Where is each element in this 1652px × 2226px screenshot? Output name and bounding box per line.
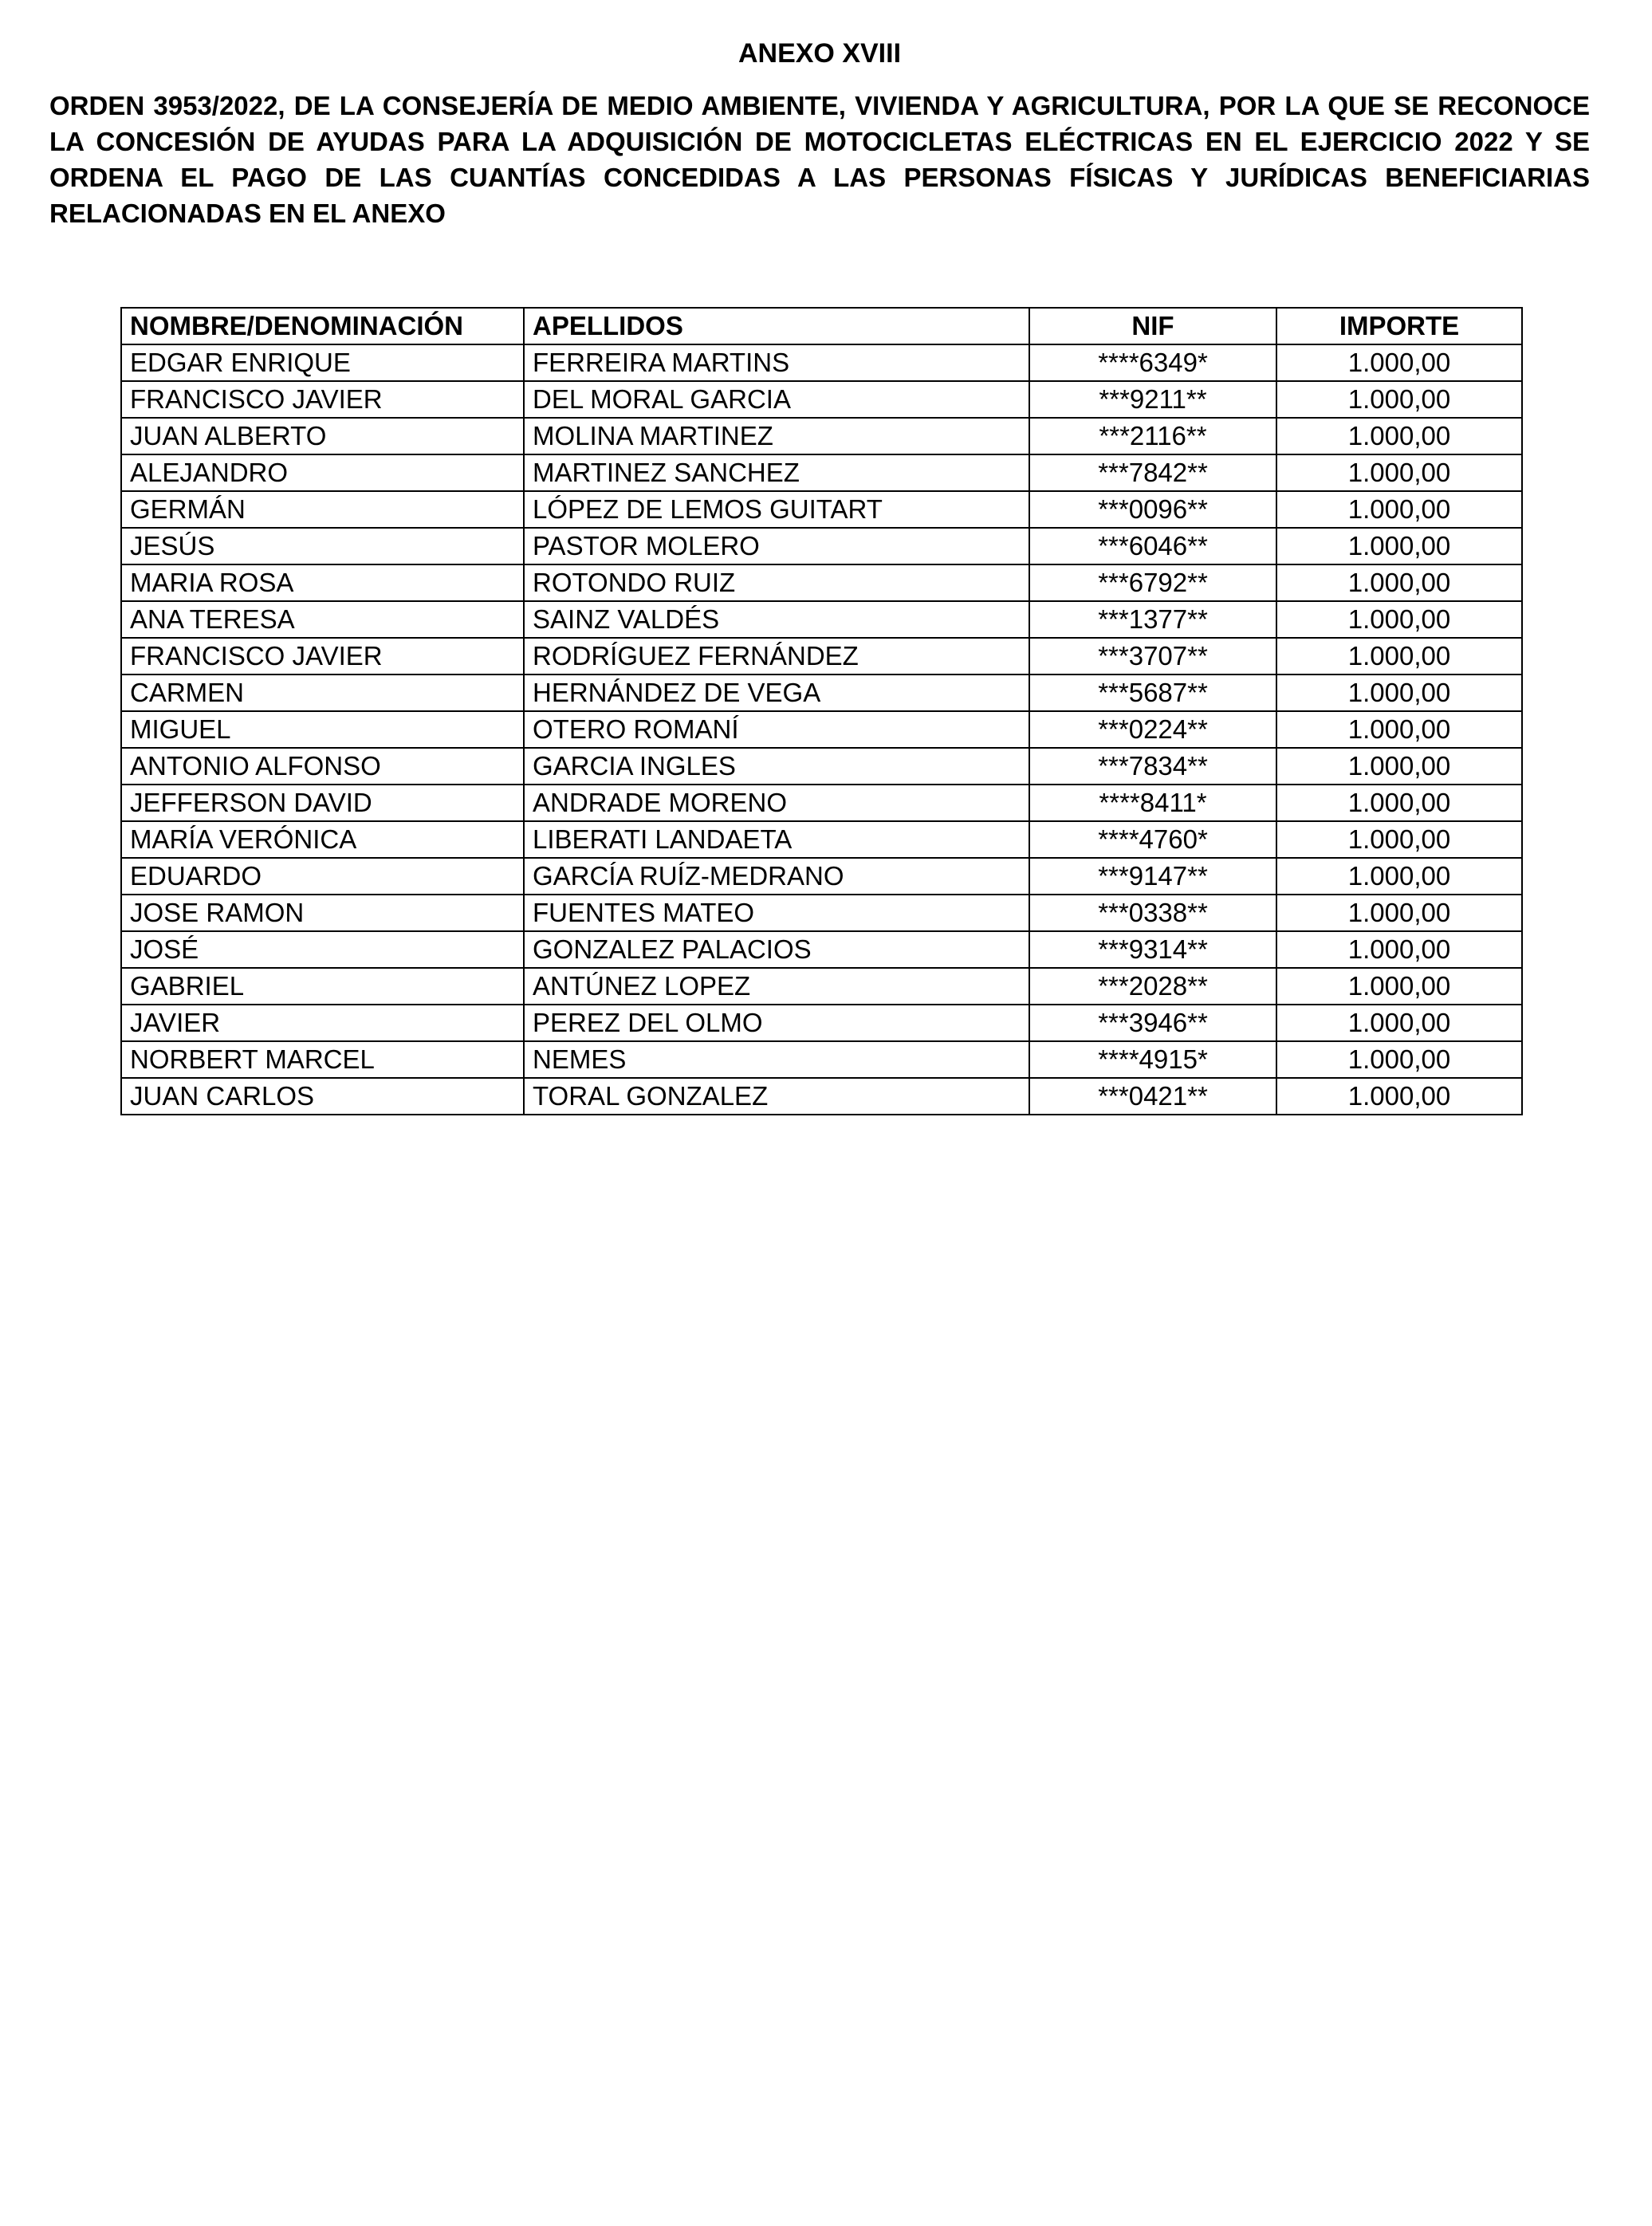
table-row: [121, 968, 1522, 1005]
cell-apellidos: MOLINA MARTINEZ: [524, 418, 1029, 454]
cell-nombre: FRANCISCO JAVIER: [121, 381, 524, 418]
cell-nombre: NORBERT MARCEL: [121, 1041, 524, 1078]
cell-nombre: JEFFERSON DAVID: [121, 785, 524, 821]
cell-nombre: JOSE RAMON: [121, 895, 524, 931]
cell-nif: ***2028**: [1029, 968, 1276, 1005]
table-row: [121, 821, 1522, 858]
table-row: [121, 1041, 1522, 1078]
table-row: [121, 674, 1522, 711]
header-nombre: NOMBRE/DENOMINACIÓN: [121, 308, 524, 344]
cell-importe: 1.000,00: [1276, 895, 1522, 931]
cell-nif: ***0224**: [1029, 711, 1276, 748]
cell-nombre: FRANCISCO JAVIER: [121, 638, 524, 674]
table-row: [121, 564, 1522, 601]
cell-apellidos: TORAL GONZALEZ: [524, 1078, 1029, 1115]
table-row: [121, 1078, 1522, 1115]
cell-importe: 1.000,00: [1276, 1041, 1522, 1078]
header-nif: NIF: [1029, 308, 1276, 344]
cell-importe: 1.000,00: [1276, 931, 1522, 968]
cell-nif: ***0421**: [1029, 1078, 1276, 1115]
cell-nif: ****4915*: [1029, 1041, 1276, 1078]
cell-nombre: ALEJANDRO: [121, 454, 524, 491]
table-header: [121, 308, 1522, 344]
cell-nombre: CARMEN: [121, 674, 524, 711]
cell-importe: 1.000,00: [1276, 1005, 1522, 1041]
order-paragraph: ORDEN 3953/2022, DE LA CONSEJERÍA DE MEDIO AMBIENTE, VIVIENDA Y AGRICULTURA, POR LA QUE SE RECONOCE LA CONCESIÓN DE AYUDAS PARA LA ADQUISICIÓN DE MOTOCICLETAS ELÉCTRICAS EN EL EJERCICIO 2022 Y SE ORDENA EL PAGO DE LAS CUANTÍAS CONCEDIDAS A LAS PERSONAS FÍSICAS Y JURÍDICAS BENEFICIARIAS RELACIONADAS EN EL ANEXO: [49, 91, 1590, 228]
table-row: [121, 344, 1522, 381]
cell-nif: ***9314**: [1029, 931, 1276, 968]
table-row: [121, 638, 1522, 674]
cell-nif: ***9211**: [1029, 381, 1276, 418]
cell-importe: 1.000,00: [1276, 1078, 1522, 1115]
table-row: [121, 748, 1522, 785]
cell-nombre: EDUARDO: [121, 858, 524, 895]
cell-importe: 1.000,00: [1276, 711, 1522, 748]
cell-importe: 1.000,00: [1276, 344, 1522, 381]
cell-apellidos: NEMES: [524, 1041, 1029, 1078]
cell-importe: 1.000,00: [1276, 564, 1522, 601]
cell-nombre: MARIA ROSA: [121, 564, 524, 601]
cell-apellidos: RODRÍGUEZ FERNÁNDEZ: [524, 638, 1029, 674]
cell-nif: ***5687**: [1029, 674, 1276, 711]
cell-importe: 1.000,00: [1276, 674, 1522, 711]
beneficiaries-table: [120, 307, 1523, 1115]
cell-nombre: MIGUEL: [121, 711, 524, 748]
cell-nif: ****6349*: [1029, 344, 1276, 381]
cell-apellidos: OTERO ROMANÍ: [524, 711, 1029, 748]
cell-nombre: ANTONIO ALFONSO: [121, 748, 524, 785]
table-row: [121, 1005, 1522, 1041]
cell-importe: 1.000,00: [1276, 968, 1522, 1005]
cell-apellidos: HERNÁNDEZ DE VEGA: [524, 674, 1029, 711]
cell-nombre: JUAN ALBERTO: [121, 418, 524, 454]
cell-nif: ****8411*: [1029, 785, 1276, 821]
cell-nif: ***7834**: [1029, 748, 1276, 785]
cell-apellidos: DEL MORAL GARCIA: [524, 381, 1029, 418]
cell-nif: ***1377**: [1029, 601, 1276, 638]
cell-apellidos: ANDRADE MORENO: [524, 785, 1029, 821]
cell-nombre: JESÚS: [121, 528, 524, 564]
table-row: [121, 785, 1522, 821]
cell-importe: 1.000,00: [1276, 821, 1522, 858]
cell-importe: 1.000,00: [1276, 491, 1522, 528]
table-row: [121, 895, 1522, 931]
table-row: [121, 491, 1522, 528]
cell-nif: ***2116**: [1029, 418, 1276, 454]
cell-apellidos: GONZALEZ PALACIOS: [524, 931, 1029, 968]
table-row: [121, 711, 1522, 748]
cell-nombre: MARÍA VERÓNICA: [121, 821, 524, 858]
cell-nif: ***3946**: [1029, 1005, 1276, 1041]
cell-importe: 1.000,00: [1276, 638, 1522, 674]
cell-importe: 1.000,00: [1276, 528, 1522, 564]
cell-importe: 1.000,00: [1276, 454, 1522, 491]
cell-nif: ***7842**: [1029, 454, 1276, 491]
cell-importe: 1.000,00: [1276, 858, 1522, 895]
cell-importe: 1.000,00: [1276, 785, 1522, 821]
cell-apellidos: LIBERATI LANDAETA: [524, 821, 1029, 858]
cell-apellidos: GARCÍA RUÍZ-MEDRANO: [524, 858, 1029, 895]
cell-apellidos: ANTÚNEZ LOPEZ: [524, 968, 1029, 1005]
cell-nif: ***6046**: [1029, 528, 1276, 564]
table-row: [121, 418, 1522, 454]
cell-importe: 1.000,00: [1276, 418, 1522, 454]
cell-nombre: JAVIER: [121, 1005, 524, 1041]
cell-nif: ***6792**: [1029, 564, 1276, 601]
cell-apellidos: ROTONDO RUIZ: [524, 564, 1029, 601]
table-row: [121, 528, 1522, 564]
cell-apellidos: MARTINEZ SANCHEZ: [524, 454, 1029, 491]
cell-importe: 1.000,00: [1276, 601, 1522, 638]
cell-nif: ***9147**: [1029, 858, 1276, 895]
table-row: [121, 931, 1522, 968]
cell-apellidos: GARCIA INGLES: [524, 748, 1029, 785]
cell-apellidos: SAINZ VALDÉS: [524, 601, 1029, 638]
cell-nif: ***0338**: [1029, 895, 1276, 931]
cell-nombre: ANA TERESA: [121, 601, 524, 638]
cell-apellidos: FUENTES MATEO: [524, 895, 1029, 931]
cell-nif: ***3707**: [1029, 638, 1276, 674]
table-header-row: [121, 308, 1522, 344]
table-row: [121, 381, 1522, 418]
cell-apellidos: FERREIRA MARTINS: [524, 344, 1029, 381]
cell-apellidos: PASTOR MOLERO: [524, 528, 1029, 564]
cell-importe: 1.000,00: [1276, 748, 1522, 785]
cell-nombre: GERMÁN: [121, 491, 524, 528]
cell-nombre: GABRIEL: [121, 968, 524, 1005]
cell-nombre: JOSÉ: [121, 931, 524, 968]
table-body: [121, 344, 1522, 1115]
table-row: [121, 454, 1522, 491]
cell-nombre: JUAN CARLOS: [121, 1078, 524, 1115]
cell-apellidos: PEREZ DEL OLMO: [524, 1005, 1029, 1041]
cell-nif: ***0096**: [1029, 491, 1276, 528]
cell-nif: ****4760*: [1029, 821, 1276, 858]
cell-importe: 1.000,00: [1276, 381, 1522, 418]
table-row: [121, 601, 1522, 638]
page-title: ANEXO XVIII: [738, 38, 902, 69]
cell-apellidos: LÓPEZ DE LEMOS GUITART: [524, 491, 1029, 528]
table-row: [121, 858, 1522, 895]
header-apellidos: APELLIDOS: [524, 308, 1029, 344]
header-importe: IMPORTE: [1276, 308, 1522, 344]
cell-nombre: EDGAR ENRIQUE: [121, 344, 524, 381]
